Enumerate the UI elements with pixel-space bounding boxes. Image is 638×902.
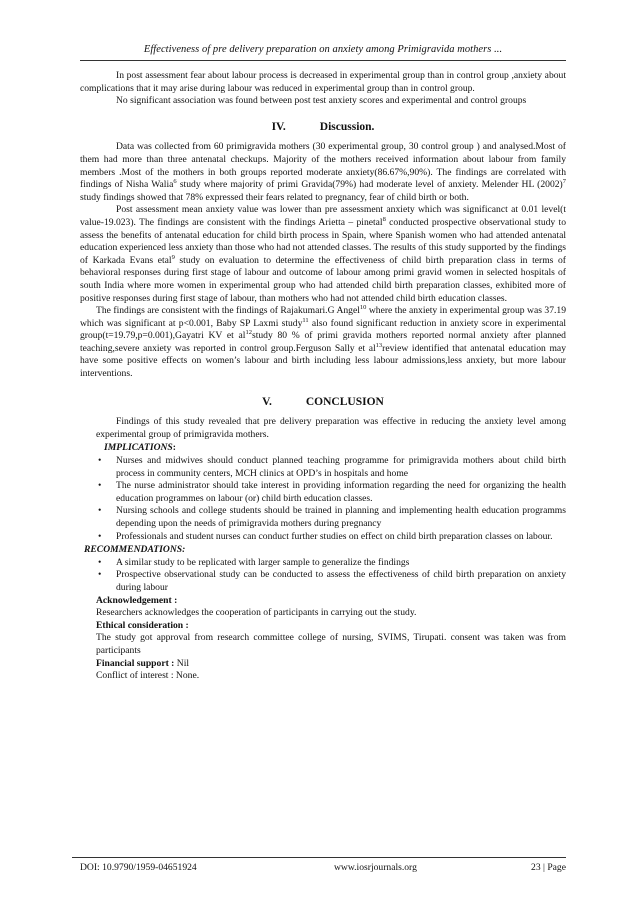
citation-ref: 7 xyxy=(562,177,566,185)
implications-heading-text: IMPLICATIONS xyxy=(104,442,173,454)
citation-ref: 9 xyxy=(171,253,175,261)
results-paragraph-association: No significant association was found between post test anxiety scores and experimental and control groups xyxy=(116,95,527,107)
citation-ref: 13 xyxy=(375,341,383,349)
conclusion-block xyxy=(80,416,566,682)
running-header: Effectiveness of pre delivery preparation on anxiety among Primigravida mothers ... xyxy=(143,44,503,55)
financial-support xyxy=(96,658,566,671)
list-item-text: Professionals and student nurses can conduct further studies on effect on child birth preparation classes on labour. xyxy=(116,530,553,542)
discussion-title: Discussion. xyxy=(319,120,375,133)
discussion-paragraph-1 xyxy=(80,141,566,204)
conclusion-intro: Findings of this study revealed that pre delivery preparation was effective in reducing the anxiety level among experimental group of primigravida mothers. xyxy=(96,416,566,440)
article-body xyxy=(80,70,566,683)
results-paragraph-fear: In post assessment fear about labour process is decreased in experimental group than in control group ,anxiety about complications that it may arise during labour was reduced in experimental group than in control group. xyxy=(80,70,566,94)
text-run: study findings showed that 78% expressed their fears related to pregnancy, fear of child birth or both. xyxy=(80,191,469,203)
list-item xyxy=(96,569,566,594)
bullet-icon: • xyxy=(98,556,102,568)
footer-website: www.iosrjournals.org xyxy=(334,862,417,873)
text-run: also found significant reduction in anxiety score in experimental group(t=19.79,p=0.001),Gayatri KV et al xyxy=(80,317,566,342)
list-item-text: The nurse administrator should take interest in providing information regarding the need for organizing the health education programmes on labour (or) child birth education classes. xyxy=(116,480,566,504)
footer-page-number: 23 | Page xyxy=(531,862,566,873)
citation-ref: 8 xyxy=(382,215,386,223)
list-item xyxy=(96,557,566,570)
acknowledgement-text: Researchers acknowledges the cooperation of participants in carrying out the study. xyxy=(96,607,417,619)
header-divider xyxy=(80,60,566,61)
bullet-icon: • xyxy=(98,480,102,492)
bullet-icon: • xyxy=(98,455,102,467)
citation-ref: 12 xyxy=(245,329,252,337)
recommendations-list xyxy=(96,557,566,595)
list-item xyxy=(96,505,566,530)
citation-ref: 10 xyxy=(359,303,367,311)
conclusion-title: CONCLUSION xyxy=(305,395,384,408)
conclusion-heading xyxy=(80,396,566,409)
text-run: The findings are consistent with the findings of Rajakumari.G Angel xyxy=(96,305,360,317)
text-run: study 80 % of primi gravida mothers reported normal anxiety after planned teaching,severe anxiety was reported in control group.Ferguson Sally et al xyxy=(80,330,566,354)
discussion-paragraph-3 xyxy=(80,305,566,381)
implications-heading: IMPLICATIONS: xyxy=(104,442,176,454)
list-item xyxy=(96,531,566,544)
discussion-paragraph-2 xyxy=(80,204,566,305)
conclusion-number: V. xyxy=(262,395,272,408)
recommendations-heading: RECOMMENDATIONS: xyxy=(84,544,186,556)
discussion-number: IV. xyxy=(271,120,286,133)
conflict-of-interest: Conflict of interest : None. xyxy=(96,670,200,682)
text-run: Data was collected from 60 primigravida mothers (30 experimental group, 30 control group ) and analysed.Most of them had more than three antenatal checkups. Majority of the mothers received information about labour from family members .Most of the mothers in both groups reported moderate anxiety(86.67%,90%). The findings are correlated with findings of Nisha Walia xyxy=(80,141,566,191)
financial-value: Nil xyxy=(174,657,190,669)
text-run: where the anxiety in experimental group was 37.19 which was significant at p<0.001, Baby SP Laxmi study xyxy=(80,305,566,329)
ethical-heading: Ethical consideration : xyxy=(96,619,189,631)
acknowledgement-heading: Acknowledgement : xyxy=(96,594,178,606)
footer-divider xyxy=(72,857,566,858)
list-item-text: Nursing schools and college students should be trained in planning and implementing health education programms depending upon the needs of primigravida mothers during pregnancy xyxy=(116,505,566,529)
text-run: Post assessment mean anxiety value was lower than pre assessment anxiety which was significanct at 0.01 level(t value-19.023). The findings are consistent with the findings Arietta – pinetal xyxy=(80,204,566,228)
citation-ref: 11 xyxy=(302,316,309,324)
list-item xyxy=(96,455,566,480)
bullet-icon: • xyxy=(98,530,102,542)
text-run: study where majority of primi Gravida(79%) had moderate level of anxiety. Melender HL (2002) xyxy=(176,179,563,191)
list-item xyxy=(96,480,566,505)
bullet-icon: • xyxy=(98,569,102,581)
discussion-heading xyxy=(80,121,566,134)
implications-list xyxy=(96,455,566,543)
text-run: study on evaluation to determine the effectiveness of child birth preparation class in terms of behavioral responses during first stage of labour and outcome of labour among primi gravid women in selected hospitals of south India where more women in experimental group who had attended child birth preparation classes, exhibited more of positive responses during first stage of labour, than mothers who had not attended child birth education classes. xyxy=(80,254,566,304)
text-run: conducted prospective observational study to assess the benefits of antenatal education for child birth process in Spain, where Spanish women who had attended antenatal education experienced less anxiety than those who had not attended classes. The results of this study supported by the findings of Karkada Evans etal xyxy=(80,216,566,266)
list-item-text: Nurses and midwives should conduct planned teaching programme for primigravida mothers about child birth process in community centers, MCH clinics at OPD’s in hospitals and home xyxy=(116,455,566,479)
bullet-icon: • xyxy=(98,505,102,517)
list-item-text: A similar study to be replicated with larger sample to generalize the findings xyxy=(116,556,410,568)
citation-ref: 6 xyxy=(173,177,177,185)
footer-doi: DOI: 10.9790/1959-04651924 xyxy=(80,862,197,873)
text-run: review identified that antenatal education may have some positive effects on women’s labour and birth including less labour admissions,less anxiety, but more labour interventions. xyxy=(80,342,566,380)
financial-label: Financial support : xyxy=(96,657,175,669)
list-item-text: Prospective observational study can be conducted to assess the effectiveness of child birth preparation on anxiety during labour xyxy=(116,569,566,593)
ethical-text: The study got approval from research committee college of nursing, SVIMS, Tirupati. consent was taken was from participants xyxy=(96,632,566,656)
